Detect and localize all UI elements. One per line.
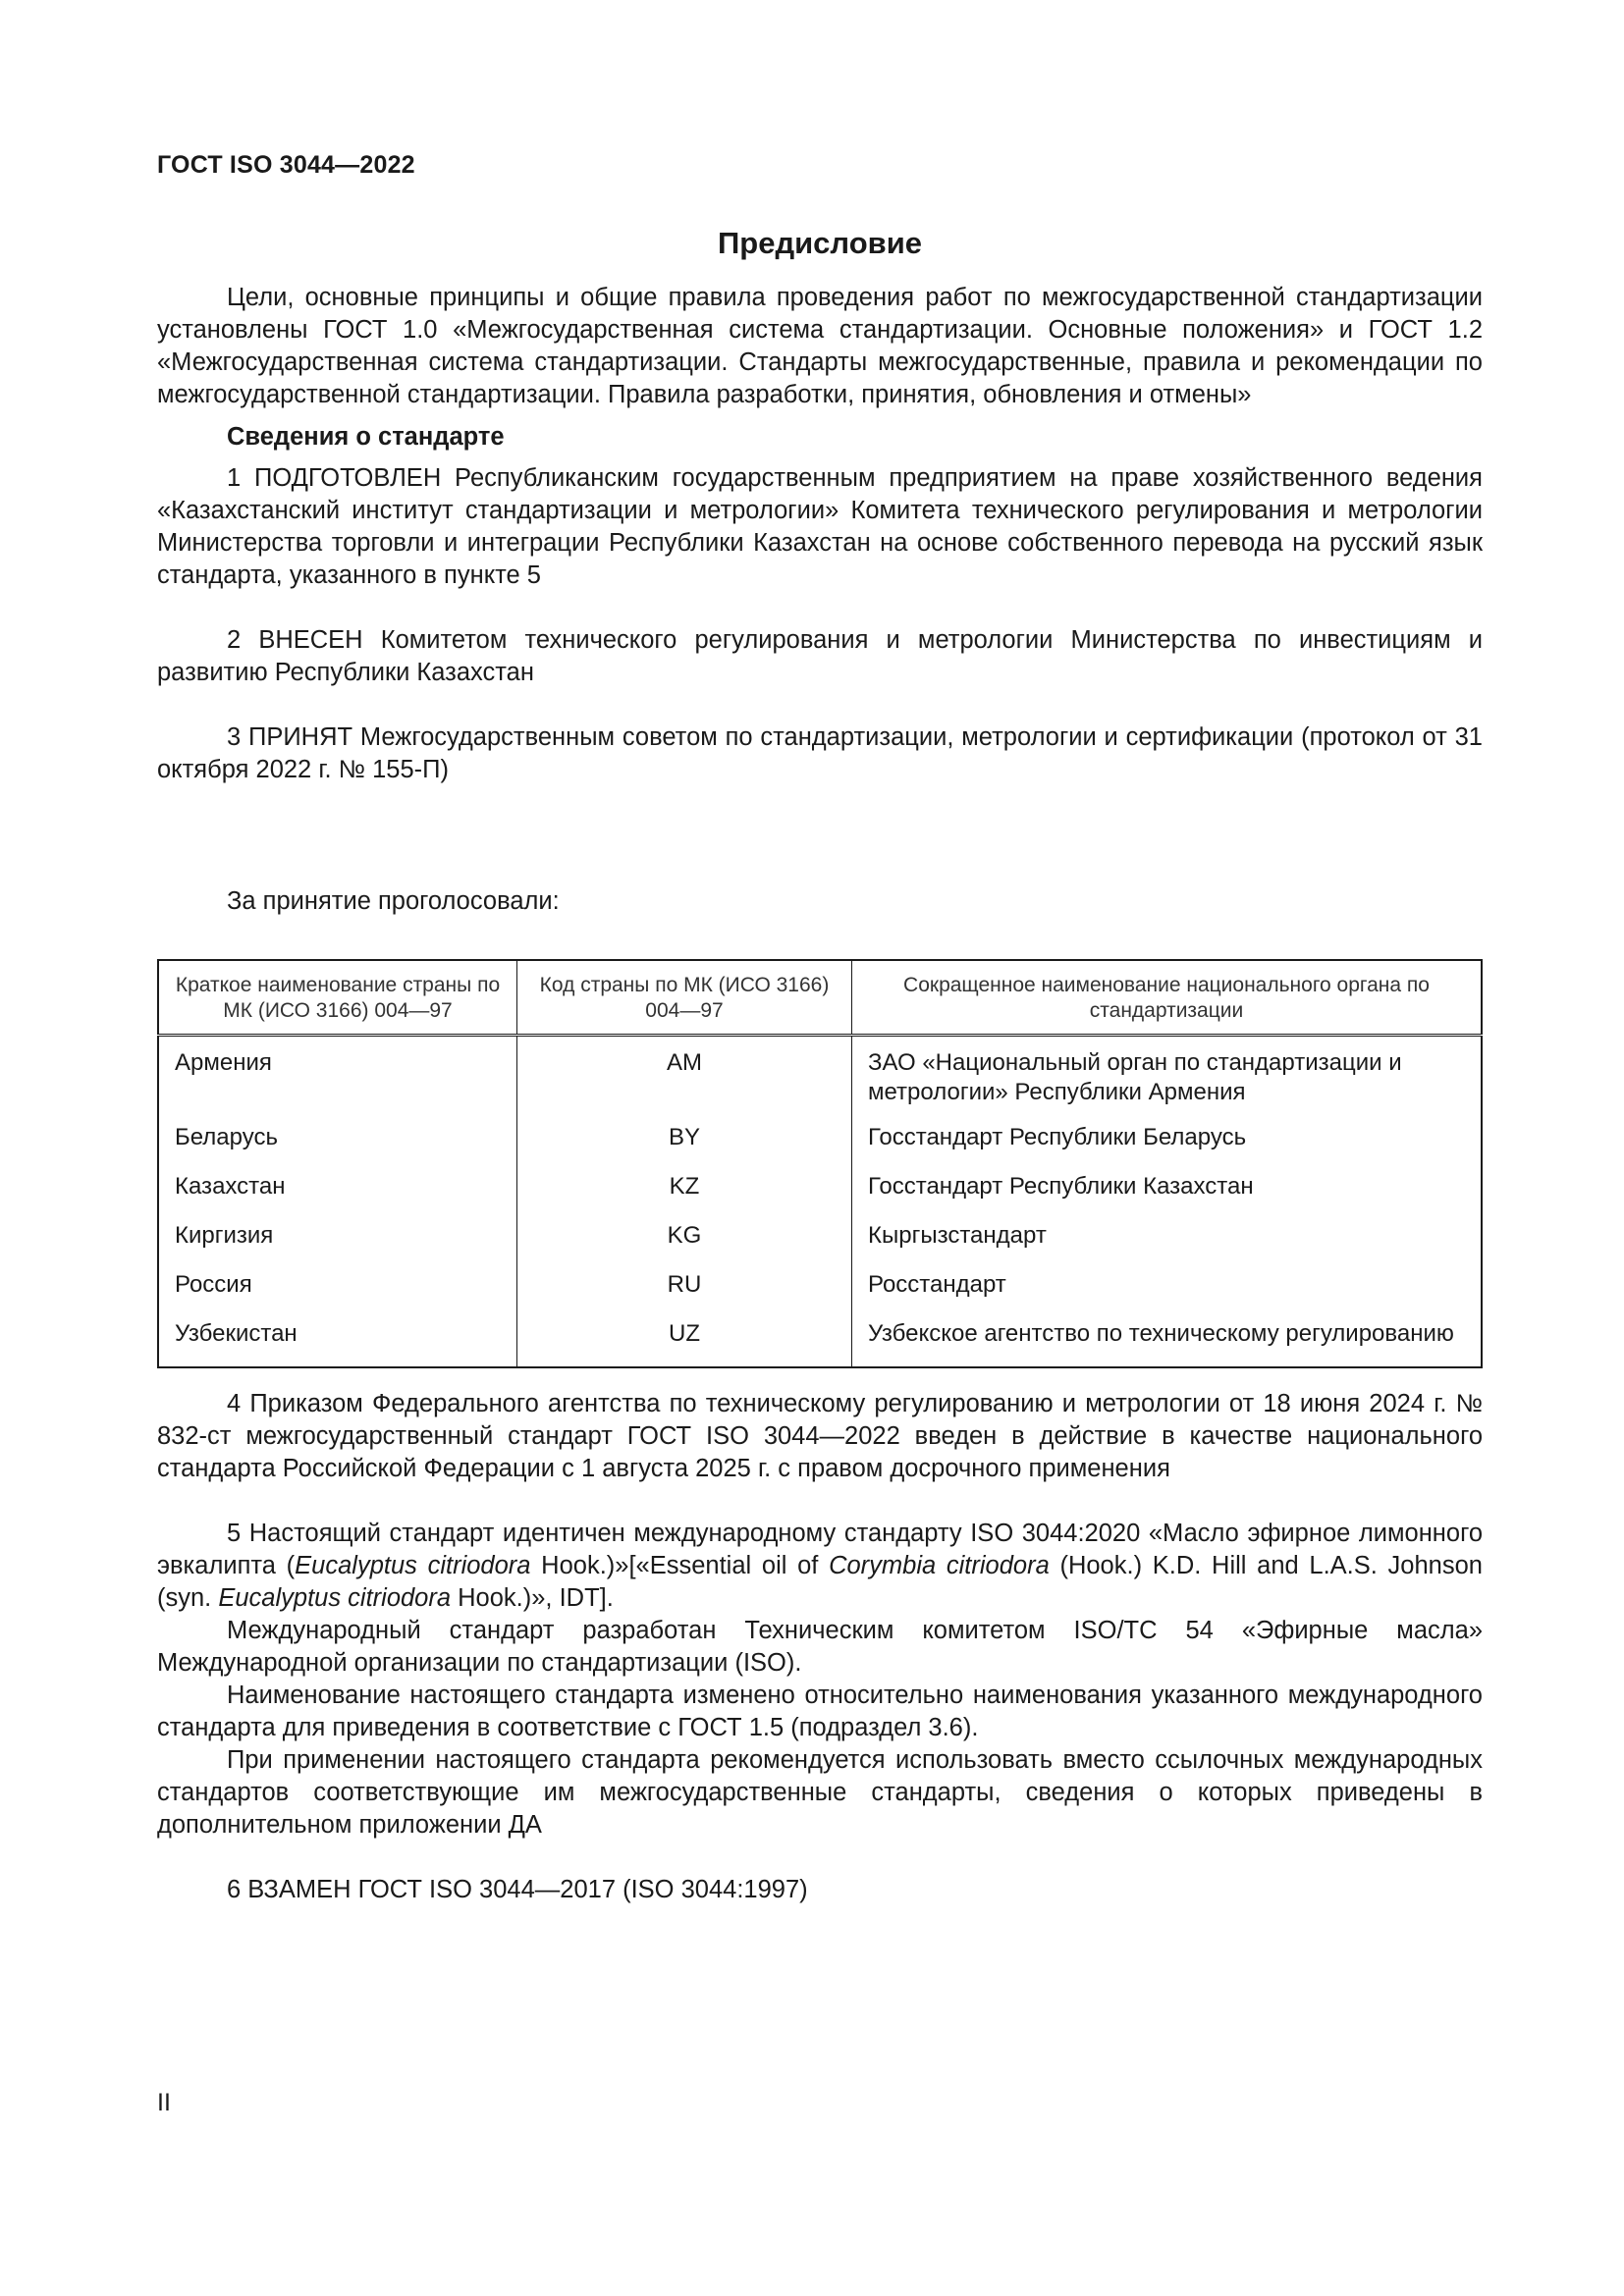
country-code: KZ	[517, 1162, 852, 1211]
country-name: Россия	[158, 1260, 517, 1309]
country-name: Узбекистан	[158, 1309, 517, 1367]
page-number: II	[157, 2089, 171, 2116]
country-code: KG	[517, 1211, 852, 1260]
table-row	[158, 1113, 1482, 1162]
info-heading: Сведения о стандарте	[227, 423, 505, 451]
national-body: Госстандарт Республики Казахстан	[868, 1173, 1254, 1200]
item-2-introduced: 2 ВНЕСЕН Комитетом технического регулирования и метрологии Министерства по инвестициям и развитию Республики Казахстан	[157, 626, 1483, 686]
country-name: Беларусь	[158, 1113, 517, 1162]
table-row	[158, 1211, 1482, 1260]
item-3-adopted: 3 ПРИНЯТ Межгосударственным советом по стандартизации, метрологии и сертификации (протокол от 31 октября 2022 г. № 155-П)	[157, 723, 1483, 783]
item-6-replaces: 6 ВЗАМЕН ГОСТ ISO 3044—2017 (ISO 3044:1997)	[227, 1876, 808, 1903]
country-name: Казахстан	[158, 1162, 517, 1211]
intro-paragraph: Цели, основные принципы и общие правила проведения работ по межгосударственной стандартизации установлены ГОСТ 1.0 «Межгосударственная система стандартизации. Основные положения» и ГОСТ 1.2 «Межгосударственная система стандартизации. Стандарты межгосударственные, правила и рекомендации по межгосударственной стандартизации. Правила разработки, принятия, обновления и отмены»	[157, 284, 1483, 408]
table-row	[158, 1260, 1482, 1309]
item-5-technical-committee: Международный стандарт разработан Техническим комитетом ISO/TC 54 «Эфирные масла» Международной организации по стандартизации (ISO).	[157, 1617, 1483, 1677]
voted-label: За принятие проголосовали:	[227, 887, 560, 915]
country-code: AM	[517, 1036, 852, 1114]
national-body: Росстандарт	[868, 1271, 1006, 1298]
header-country-code: Код страны по МК (ИСО 3166) 004—97	[517, 960, 852, 1036]
country-name: Армения	[158, 1036, 517, 1114]
item-5-references: При применении настоящего стандарта рекомендуется использовать вместо ссылочных международных стандартов соответствующие им межгосударственные стандарты, сведения о которых приведены в дополнительном приложении ДА	[157, 1746, 1483, 1839]
item-5-identical: 5 Настоящий стандарт идентичен международному стандарту ISO 3044:2020 «Масло эфирное лимонного эвкалипта (Eucalyptus citriodora Hook.)»[«Essential oil of Corymbia citriodora (Hook.) K.D. Hill and L.A.S. Johnson (syn. Eucalyptus citriodora Hook.)», IDT].	[157, 1520, 1483, 1612]
header-national-body: Сокращенное наименование национального органа по стандартизации	[852, 960, 1483, 1036]
country-code: RU	[517, 1260, 852, 1309]
table-row	[158, 1036, 1482, 1114]
header-country-name: Краткое наименование страны по МК (ИСО 3166) 004—97	[158, 960, 517, 1036]
country-code: BY	[517, 1113, 852, 1162]
member-states-table	[157, 959, 1483, 1368]
page-title: Предисловие	[717, 226, 922, 260]
table-header-row	[158, 960, 1482, 1036]
country-code: UZ	[517, 1309, 852, 1367]
national-body: Узбекское агентство по техническому регулированию	[868, 1320, 1454, 1347]
table-row	[158, 1309, 1482, 1367]
table-row	[158, 1162, 1482, 1211]
intro-block	[157, 282, 1483, 786]
document-code: ГОСТ ISO 3044—2022	[157, 151, 415, 179]
national-body: Госстандарт Республики Беларусь	[868, 1124, 1247, 1150]
items-block	[157, 1388, 1483, 1906]
item-1-prepared: 1 ПОДГОТОВЛЕН Республиканским государственным предприятием на праве хозяйственного ведения «Казахстанский институт стандартизации и метрологии» Комитета технического регулирования и метрологии Министерства торговли и интеграции Республики Казахстан на основе собственного перевода на русский язык стандарта, указанного в пункте 5	[157, 464, 1483, 589]
national-body: Кыргызстандарт	[868, 1222, 1047, 1249]
national-body: ЗАО «Национальный орган по стандартизации и метрологии» Республики Армения	[868, 1049, 1402, 1105]
country-name: Киргизия	[158, 1211, 517, 1260]
item-4-order: 4 Приказом Федерального агентства по техническому регулированию и метрологии от 18 июня 2024 г. № 832-ст межгосударственный стандарт ГОСТ ISO 3044—2022 введен в действие в качестве национального стандарта Российской Федерации с 1 августа 2025 г. с правом досрочного применения	[157, 1390, 1483, 1482]
item-5-name-change: Наименование настоящего стандарта изменено относительно наименования указанного международного стандарта для приведения в соответствие с ГОСТ 1.5 (подраздел 3.6).	[157, 1682, 1483, 1741]
